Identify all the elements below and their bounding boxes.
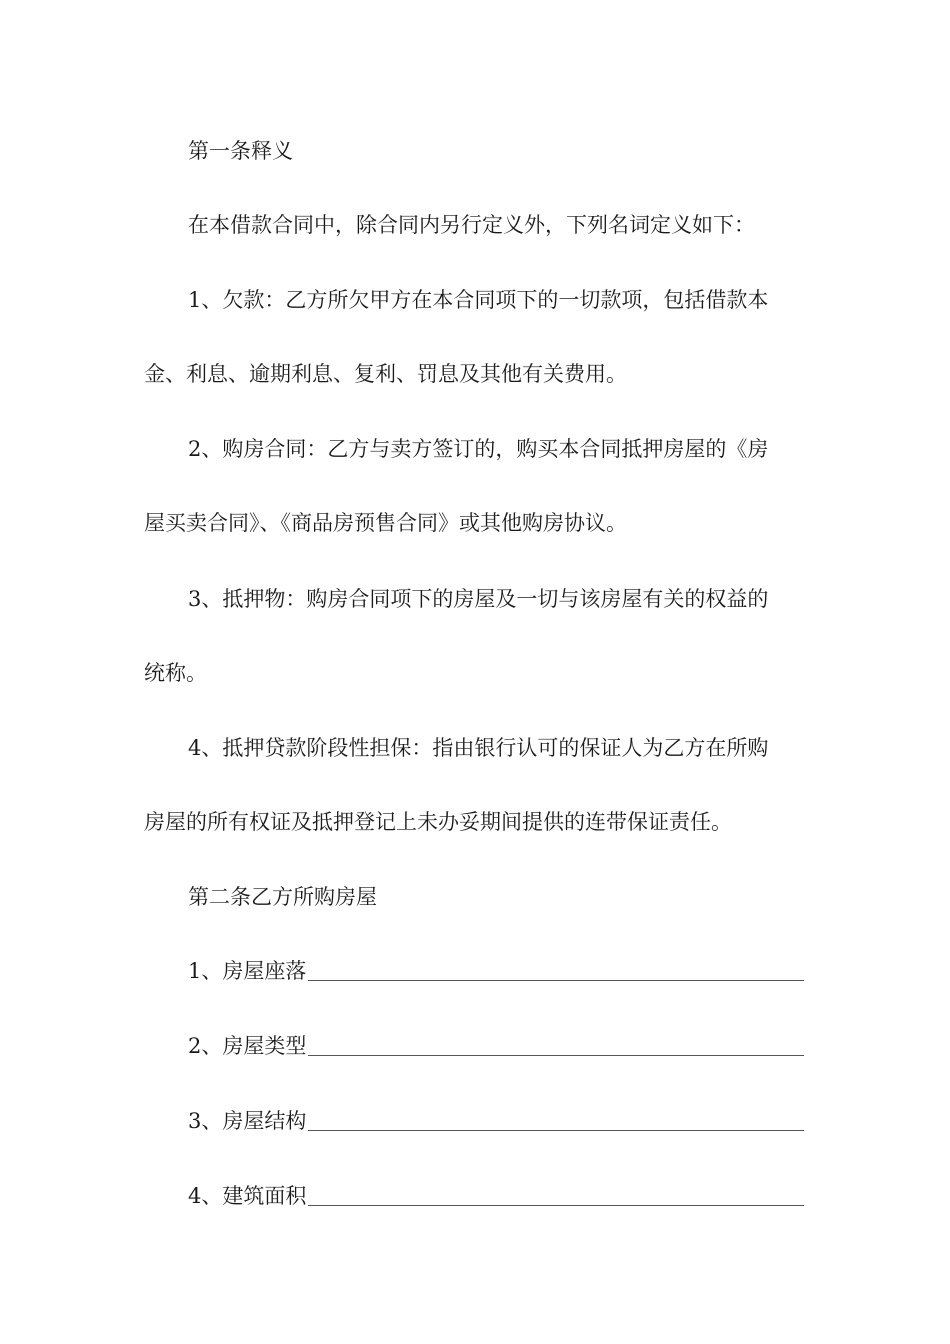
definition-3-line-1: 3、抵押物：购房合同项下的房屋及一切与该房屋有关的权益的: [188, 587, 769, 611]
definition-2-line-2: 屋买卖合同》、《商品房预售合同》或其他购房协议。: [144, 511, 627, 535]
definition-3-line-2: 统称。: [144, 661, 207, 685]
definition-4-line-2: 房屋的所有权证及抵押登记上未办妥期间提供的连带保证责任。: [144, 810, 732, 834]
fill-field-structure: [188, 1106, 804, 1136]
definition-2-line-1: 2、购房合同：乙方与卖方签订的，购买本合同抵押房屋的《房: [188, 437, 769, 461]
fill-blank-line[interactable]: [308, 1205, 804, 1206]
fill-field-label: 2、房屋类型: [188, 1034, 307, 1058]
fill-field-area: [188, 1181, 804, 1211]
fill-blank-line[interactable]: [308, 1055, 804, 1056]
definition-1-line-2: 金、利息、逾期利息、复利、罚息及其他有关费用。: [144, 362, 627, 386]
article-1-heading: 第一条释义: [188, 139, 293, 163]
definition-4-line-1: 4、抵押贷款阶段性担保：指由银行认可的保证人为乙方在所购: [188, 736, 769, 760]
article-2-heading: 第二条乙方所购房屋: [188, 885, 377, 909]
fill-field-label: 4、建筑面积: [188, 1184, 307, 1208]
fill-blank-line[interactable]: [308, 1130, 804, 1131]
fill-field-label: 3、房屋结构: [188, 1109, 307, 1133]
fill-field-label: 1、房屋座落: [188, 959, 307, 983]
fill-blank-line[interactable]: [308, 980, 804, 981]
fill-field-location: [188, 956, 804, 986]
fill-field-type: [188, 1031, 804, 1061]
definition-1-line-1: 1、欠款：乙方所欠甲方在本合同项下的一切款项，包括借款本: [188, 288, 769, 312]
article-1-intro: 在本借款合同中，除合同内另行定义外，下列名词定义如下：: [188, 213, 755, 237]
